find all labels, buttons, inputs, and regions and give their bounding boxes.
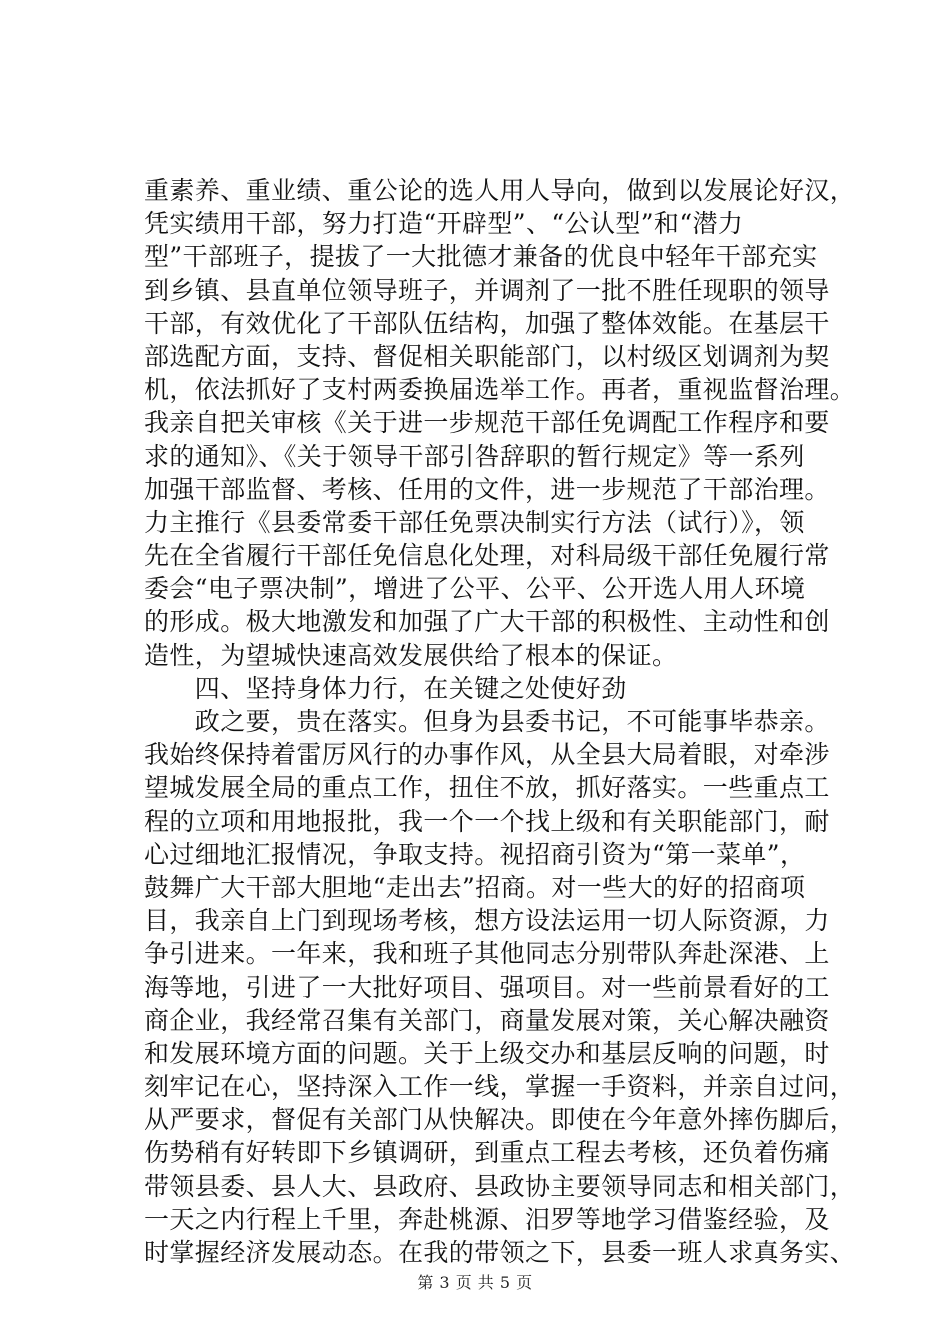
text-line: 刻牢记在心，坚持深入工作一线，掌握一手资料，并亲自过问，	[144, 1072, 856, 1102]
text-line: 海等地，引进了一大批好项目、强项目。对一些前景看好的工	[144, 972, 830, 1002]
text-line: 干部，有效优化了干部队伍结构，加强了整体效能。在基层干	[144, 308, 830, 338]
text-line: 凭实绩用干部，努力打造“开辟型”、“公认型”和“潜力	[144, 209, 744, 239]
text-line: 和发展环境方面的问题。关于上级交办和基层反响的问题，时	[144, 1038, 830, 1068]
text-line: 我亲自把关审核《关于进一步规范干部任免调配工作程序和要	[144, 408, 830, 438]
text-line: 商企业，我经常召集有关部门，商量发展对策，关心解决融资	[144, 1005, 830, 1035]
text-line: 委会“电子票决制”，增进了公平、公平、公开选人用人环境	[144, 574, 806, 604]
text-line: 求的通知》、《关于领导干部引咎辞职的暂行规定》等一系列	[144, 441, 805, 471]
text-line: 心过细地汇报情况，争取支持。视招商引资为“第一菜单”，	[144, 839, 806, 869]
text-line: 力主推行《县委常委干部任免票决制实行方法（试行）》，领	[144, 507, 805, 537]
text-line: 四、坚持身体力行，在关键之处使好劲	[144, 673, 627, 703]
text-line: 型”干部班子，提拔了一大批德才兼备的优良中轻年干部充实	[144, 242, 818, 272]
text-line: 从严要求，督促有关部门从快解决。即使在今年意外摔伤脚后，	[144, 1105, 856, 1135]
text-line: 造性，为望城快速高效发展供给了根本的保证。	[144, 640, 678, 670]
text-line: 到乡镇、县直单位领导班子，并调剂了一批不胜任现职的领导	[144, 275, 830, 305]
text-line: 加强干部监督、考核、任用的文件，进一步规范了干部治理。	[144, 474, 830, 504]
text-line: 先在全省履行干部任免信息化处理，对科局级干部任免履行常	[144, 541, 830, 571]
body-text	[144, 174, 856, 1269]
text-line: 争引进来。一年来，我和班子其他同志分别带队奔赴深港、上	[144, 939, 830, 969]
text-line: 部选配方面，支持、督促相关职能部门，以村级区划调剂为契	[144, 341, 830, 371]
text-line: 我始终保持着雷厉风行的办事作风，从全县大局着眼，对牵涉	[144, 740, 830, 770]
text-line: 机，依法抓好了支村两委换届选举工作。再者，重视监督治理。	[144, 375, 856, 405]
text-line: 时掌握经济发展动态。在我的带领之下，县委一班人求真务实、	[144, 1238, 856, 1267]
text-line: 伤势稍有好转即下乡镇调研，到重点工程去考核，还负着伤痛	[144, 1138, 830, 1168]
text-line: 程的立项和用地报批，我一个一个找上级和有关职能部门，耐	[144, 806, 830, 836]
text-line: 望城发展全局的重点工作，扭住不放，抓好落实。一些重点工	[144, 773, 830, 803]
text-line: 目，我亲自上门到现场考核，想方设法运用一切人际资源，力	[144, 906, 830, 936]
text-line: 带领县委、县人大、县政府、县政协主要领导同志和相关部门，	[144, 1171, 856, 1201]
text-line: 鼓舞广大干部大胆地“走出去”招商。对一些大的好的招商项	[144, 872, 806, 902]
text-line: 政之要，贵在落实。但身为县委书记，不可能事毕恭亲。	[144, 707, 830, 736]
text-line: 一天之内行程上千里，奔赴桃源、汨罗等地学习借鉴经验，及	[144, 1204, 830, 1234]
text-line: 重素养、重业绩、重公论的选人用人导向，做到以发展论好汉，	[144, 176, 856, 205]
page-footer: 第 3 页 共 5 页	[417, 1273, 533, 1292]
text-line: 的形成。极大地激发和加强了广大干部的积极性、主动性和创	[144, 607, 830, 637]
